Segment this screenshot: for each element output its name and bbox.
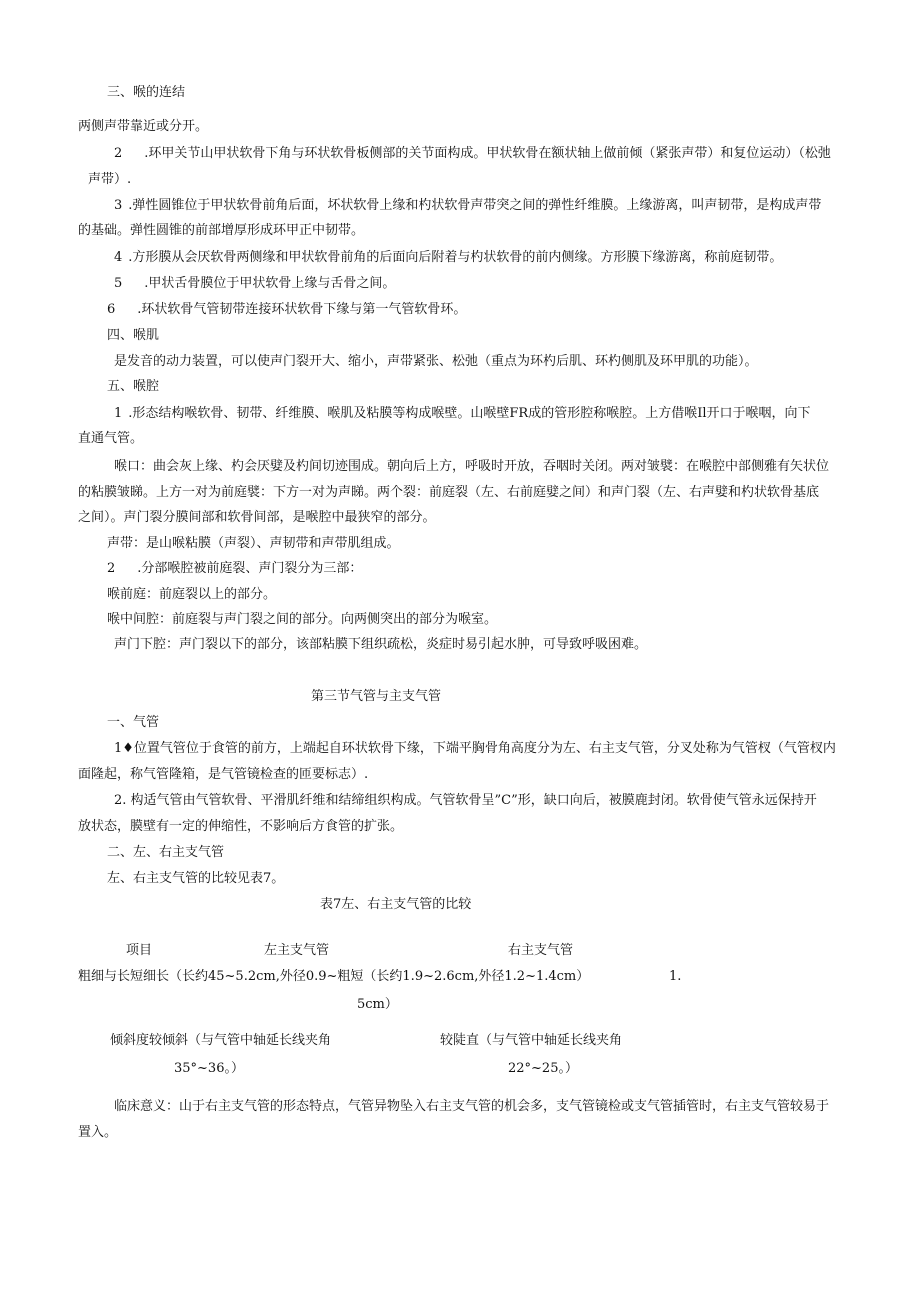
item-continuation: 声带）.: [88, 172, 132, 187]
heading-trachea: 一、气管: [107, 715, 160, 730]
table-cell-right-inclination: 较陡直（与气管中轴延长线夹角: [440, 1033, 623, 1048]
list-item-2: [114, 145, 831, 163]
paragraph-vestibule: 喉前庭：前庭裂以上的部分。: [107, 587, 277, 602]
table-cell-right-angle: 22°~25。）: [508, 1061, 578, 1076]
table-cell-continuation: 5cm）: [357, 997, 398, 1012]
item-text: .形态结构喉软骨、韧带、纤维膜、喉肌及粘膜等构成喉壁。山喉壁FR成的管形腔称喉腔。上方借喉Il开口于喉咽，向下: [128, 406, 811, 421]
list-item-6: [107, 301, 466, 319]
item-number: 2: [107, 561, 116, 576]
paragraph-continuation: 放状态，膜壁有一定的伸缩性，不影响后方食管的扩张。: [78, 819, 404, 834]
table-row-size: 粗细与长短细长（长约45~5.2cm,外径0.9~粗短（长约1.9~2.6cm,外径1.2~1.4cm）: [78, 969, 590, 984]
paragraph-trachea-position: 1♦位置气管位于食管的前方，上端起自环状软骨下缘，下端平胸骨角高度分为左、右主支气管，分叉处称为气管杈（气管杈内: [114, 741, 836, 756]
paragraph-continuation: 的粘膜皱睇。上方一对为前庭襞：下方一对为声睇。两个裂：前庭裂（左、右前庭嬖之间）和声门裂（左、右声嬖和杓状软骨基底: [78, 485, 820, 500]
table-cell-continuation: 1.: [669, 969, 682, 984]
paragraph-continuation: 之间）。声门裂分膜间部和软骨间部，是喉腔中最狭窄的部分。: [78, 510, 436, 525]
list-item-3: [114, 197, 821, 215]
paragraph-line: 两侧声带靠近或分开。: [78, 119, 209, 134]
item-continuation: 直通气管。: [78, 431, 144, 446]
paragraph-clinical: 临床意义：山于右主支气管的形态特点，气管异物坠入右主支气管的机会多，支气管镜检或支气管插管时，右主支气管较易于: [114, 1099, 830, 1114]
item-number: 4: [114, 250, 123, 265]
paragraph-middle-cavity: 喉中间腔：前庭裂与声门裂之间的部分。向两侧突出的部分为喉室。: [107, 612, 498, 627]
paragraph-laryngeal-inlet: 喉口：曲会灰上缘、杓会厌嬖及杓间切迹围成。朝向后上方，呼吸时开放，吞咽时关闭。两对皱襞：在喉腔中部侧雅有矢状位: [114, 459, 830, 474]
list-item-5: [114, 275, 395, 293]
paragraph-continuation: 置入。: [78, 1125, 118, 1140]
table-caption: 表7左、右主支气管的比较: [320, 897, 472, 912]
table-header-right-bronchus: 右主支气管: [508, 943, 574, 958]
item-number: 1: [114, 406, 123, 421]
paragraph-muscles: 是发音的动力装置，可以使声门裂开大、缩小，声带紧张、松弛（重点为环杓后肌、环杓侧肌及环甲肌的功能）。: [114, 354, 758, 369]
list-item-4: [114, 249, 782, 267]
item-text: .弹性圆锥位于甲状软骨前角后面，坏状软骨上缘和杓状软骨声带突之间的弹性纤维膜。上缘游离，叫声韧带，是构成声带: [128, 198, 822, 213]
table-header-item: 项目: [126, 943, 153, 958]
item-text: .环甲关节山甲状软骨下角与环状软骨板侧部的关节面构成。甲状软骨在额状轴上做前倾（紧张声带）和复位运动）（松弛: [144, 146, 831, 161]
table-header-left-bronchus: 左主支气管: [264, 943, 330, 958]
item-text: .分部喉腔被前庭裂、声门裂分为三部：: [137, 561, 363, 576]
paragraph-trachea-structure: 2. 构适气管由气管软骨、平滑肌纤维和结缔组织构成。气管软骨呈”C”形，缺口向后，被膜鹿封闭。软骨使气管永远保持开: [114, 793, 817, 808]
item-number: 2: [114, 146, 123, 161]
table-row-inclination: 倾斜度较倾斜（与气管中轴延长线夹角: [110, 1033, 332, 1048]
list-item-cavity-2: [107, 560, 362, 578]
paragraph-infraglottic: 声门下腔：声门裂以下的部分，该部粘膜下组织疏松，炎症时易引起水肿，可导致呼吸困难。: [114, 637, 648, 652]
paragraph-continuation: 面隆起，称气管隆箱，是气管镜检查的匝要标志）.: [78, 767, 369, 782]
heading-larynx-cavity: 五、喉腔: [107, 379, 160, 394]
section-title: 第三节气管与主支气管: [311, 689, 442, 704]
heading-bronchi: 二、左、右主支气管: [107, 845, 225, 860]
paragraph-bronchi-ref: 左、右主支气管的比较见表7。: [107, 871, 285, 886]
item-continuation: 的基础。弹性圆锥的前部增厚形成环甲正中韧带。: [78, 223, 365, 238]
item-number: 6: [107, 302, 116, 317]
item-number: 3: [114, 198, 123, 213]
heading-larynx-muscles: 四、喉肌: [107, 328, 160, 343]
heading-larynx-joints: 三、喉的连结: [107, 85, 186, 100]
item-text: .环状软骨气管韧带连接环状软骨下缘与第一气管软骨环。: [137, 302, 467, 317]
paragraph-vocal-cord: 声带：是山喉粘膜（声裂）、声韧带和声带肌组成。: [107, 536, 400, 551]
item-text: .方形膜从会厌软骨两侧缘和甲状软骨前角的后面向后附着与杓状软骨的前内侧缘。方形膜下缘游离，称前庭韧带。: [128, 250, 783, 265]
item-number: 5: [114, 276, 123, 291]
item-text: .甲状舌骨膜位于甲状软骨上缘与舌骨之间。: [144, 276, 396, 291]
table-cell-left-angle: 35°~36。）: [174, 1061, 244, 1076]
list-item-cavity-1: [114, 405, 811, 423]
